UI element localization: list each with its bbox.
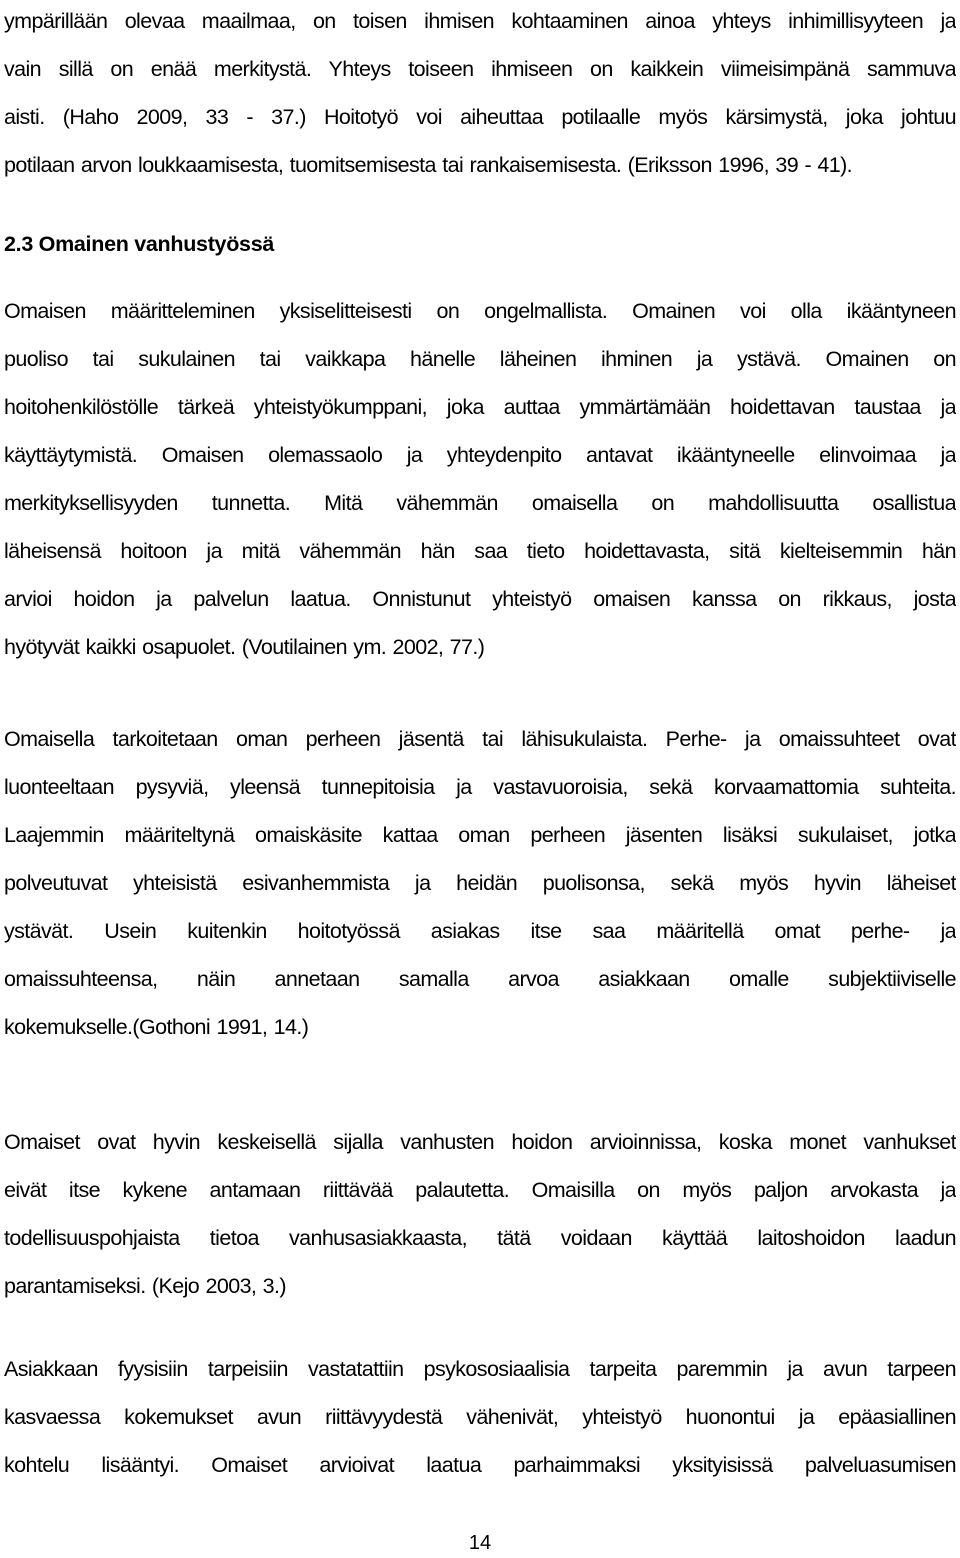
section-heading: 2.3 Omainen vanhustyössä — [4, 232, 275, 256]
text-line: parantamiseksi. (Kejo 2003, 3.) — [4, 1274, 286, 1298]
text-line: käyttäytymistä. Omaisen olemassaolo ja yhteydenpito antavat ikääntyneelle elinvoimaa ja — [4, 443, 956, 467]
text-line: potilaan arvon loukkaamisesta, tuomitsemisesta tai rankaisemisesta. (Eriksson 1996, 39 - 41). — [4, 153, 853, 177]
text-line: Omaiset ovat hyvin keskeisellä sijalla vanhusten hoidon arvioinnissa, koska monet vanhukset — [4, 1130, 956, 1154]
text-line: läheisensä hoitoon ja mitä vähemmän hän saa tieto hoidettavasta, sitä kielteisemmin hän — [4, 539, 956, 563]
text-line: eivät itse kykene antamaan riittävää palautetta. Omaisilla on myös paljon arvokasta ja — [4, 1178, 956, 1202]
text-line: ystävät. Usein kuitenkin hoitotyössä asiakas itse saa määritellä omat perhe- ja — [4, 919, 956, 943]
text-line: merkityksellisyyden tunnetta. Mitä vähemmän omaisella on mahdollisuutta osallistua — [4, 491, 956, 515]
text-line: luonteeltaan pysyviä, yleensä tunnepitoisia ja vastavuoroisia, sekä korvaamattomia suhteita. — [4, 775, 956, 799]
paragraph-4 — [4, 1345, 956, 1489]
text-line: Omaisella tarkoitetaan oman perheen jäsentä tai lähisukulaista. Perhe- ja omaissuhteet ovat — [4, 727, 956, 751]
text-line: Asiakkaan fyysisiin tarpeisiin vastatattiin psykososiaalisia tarpeita paremmin ja avun tarpeen — [4, 1357, 956, 1381]
text-line: kasvaessa kokemukset avun riittävyydestä vähenivät, yhteistyö huonontui ja epäasiallinen — [4, 1405, 956, 1429]
text-line: hoitohenkilöstölle tärkeä yhteistyökumppani, joka auttaa ymmärtämään hoidettavan taustaa ja — [4, 395, 956, 419]
text-line: Laajemmin määriteltynä omaiskäsite kattaa oman perheen jäsenten lisäksi sukulaiset, jotka — [4, 823, 956, 847]
paragraph-2 — [4, 715, 956, 1051]
text-line: puoliso tai sukulainen tai vaikkapa hänelle läheinen ihminen ja ystävä. Omainen on — [4, 347, 956, 371]
top-paragraph — [4, 0, 956, 189]
page-number: 14 — [468, 1532, 492, 1554]
text-line: todellisuuspohjaista tietoa vanhusasiakkaasta, tätä voidaan käyttää laitoshoidon laadun — [4, 1226, 956, 1250]
text-line: hyötyvät kaikki osapuolet. (Voutilainen ym. 2002, 77.) — [4, 635, 485, 659]
text-line: arvioi hoidon ja palvelun laatua. Onnistunut yhteistyö omaisen kanssa on rikkaus, josta — [4, 587, 956, 611]
text-line: aisti. (Haho 2009, 33 - 37.) Hoitotyö voi aiheuttaa potilaalle myös kärsimystä, joka johtuu — [4, 105, 956, 129]
paragraph-3 — [4, 1118, 956, 1310]
text-line: omaissuhteensa, näin annetaan samalla arvoa asiakkaan omalle subjektiiviselle — [4, 967, 956, 991]
paragraph-1 — [4, 287, 956, 671]
text-line: kokemukselle.(Gothoni 1991, 14.) — [4, 1015, 309, 1039]
text-line: Omaisen määritteleminen yksiselitteisesti on ongelmallista. Omainen voi olla ikääntyneen — [4, 299, 956, 323]
text-line: vain sillä on enää merkitystä. Yhteys toiseen ihmiseen on kaikkein viimeisimpänä sammuva — [4, 57, 956, 81]
text-line: polveutuvat yhteisistä esivanhemmista ja heidän puolisonsa, sekä myös hyvin läheiset — [4, 871, 956, 895]
text-line: ympärillään olevaa maailmaa, on toisen ihmisen kohtaaminen ainoa yhteys inhimillisyyteen ja — [4, 9, 956, 33]
text-line: kohtelu lisääntyi. Omaiset arvioivat laatua parhaimmaksi yksityisissä palveluasumisen — [4, 1453, 956, 1477]
